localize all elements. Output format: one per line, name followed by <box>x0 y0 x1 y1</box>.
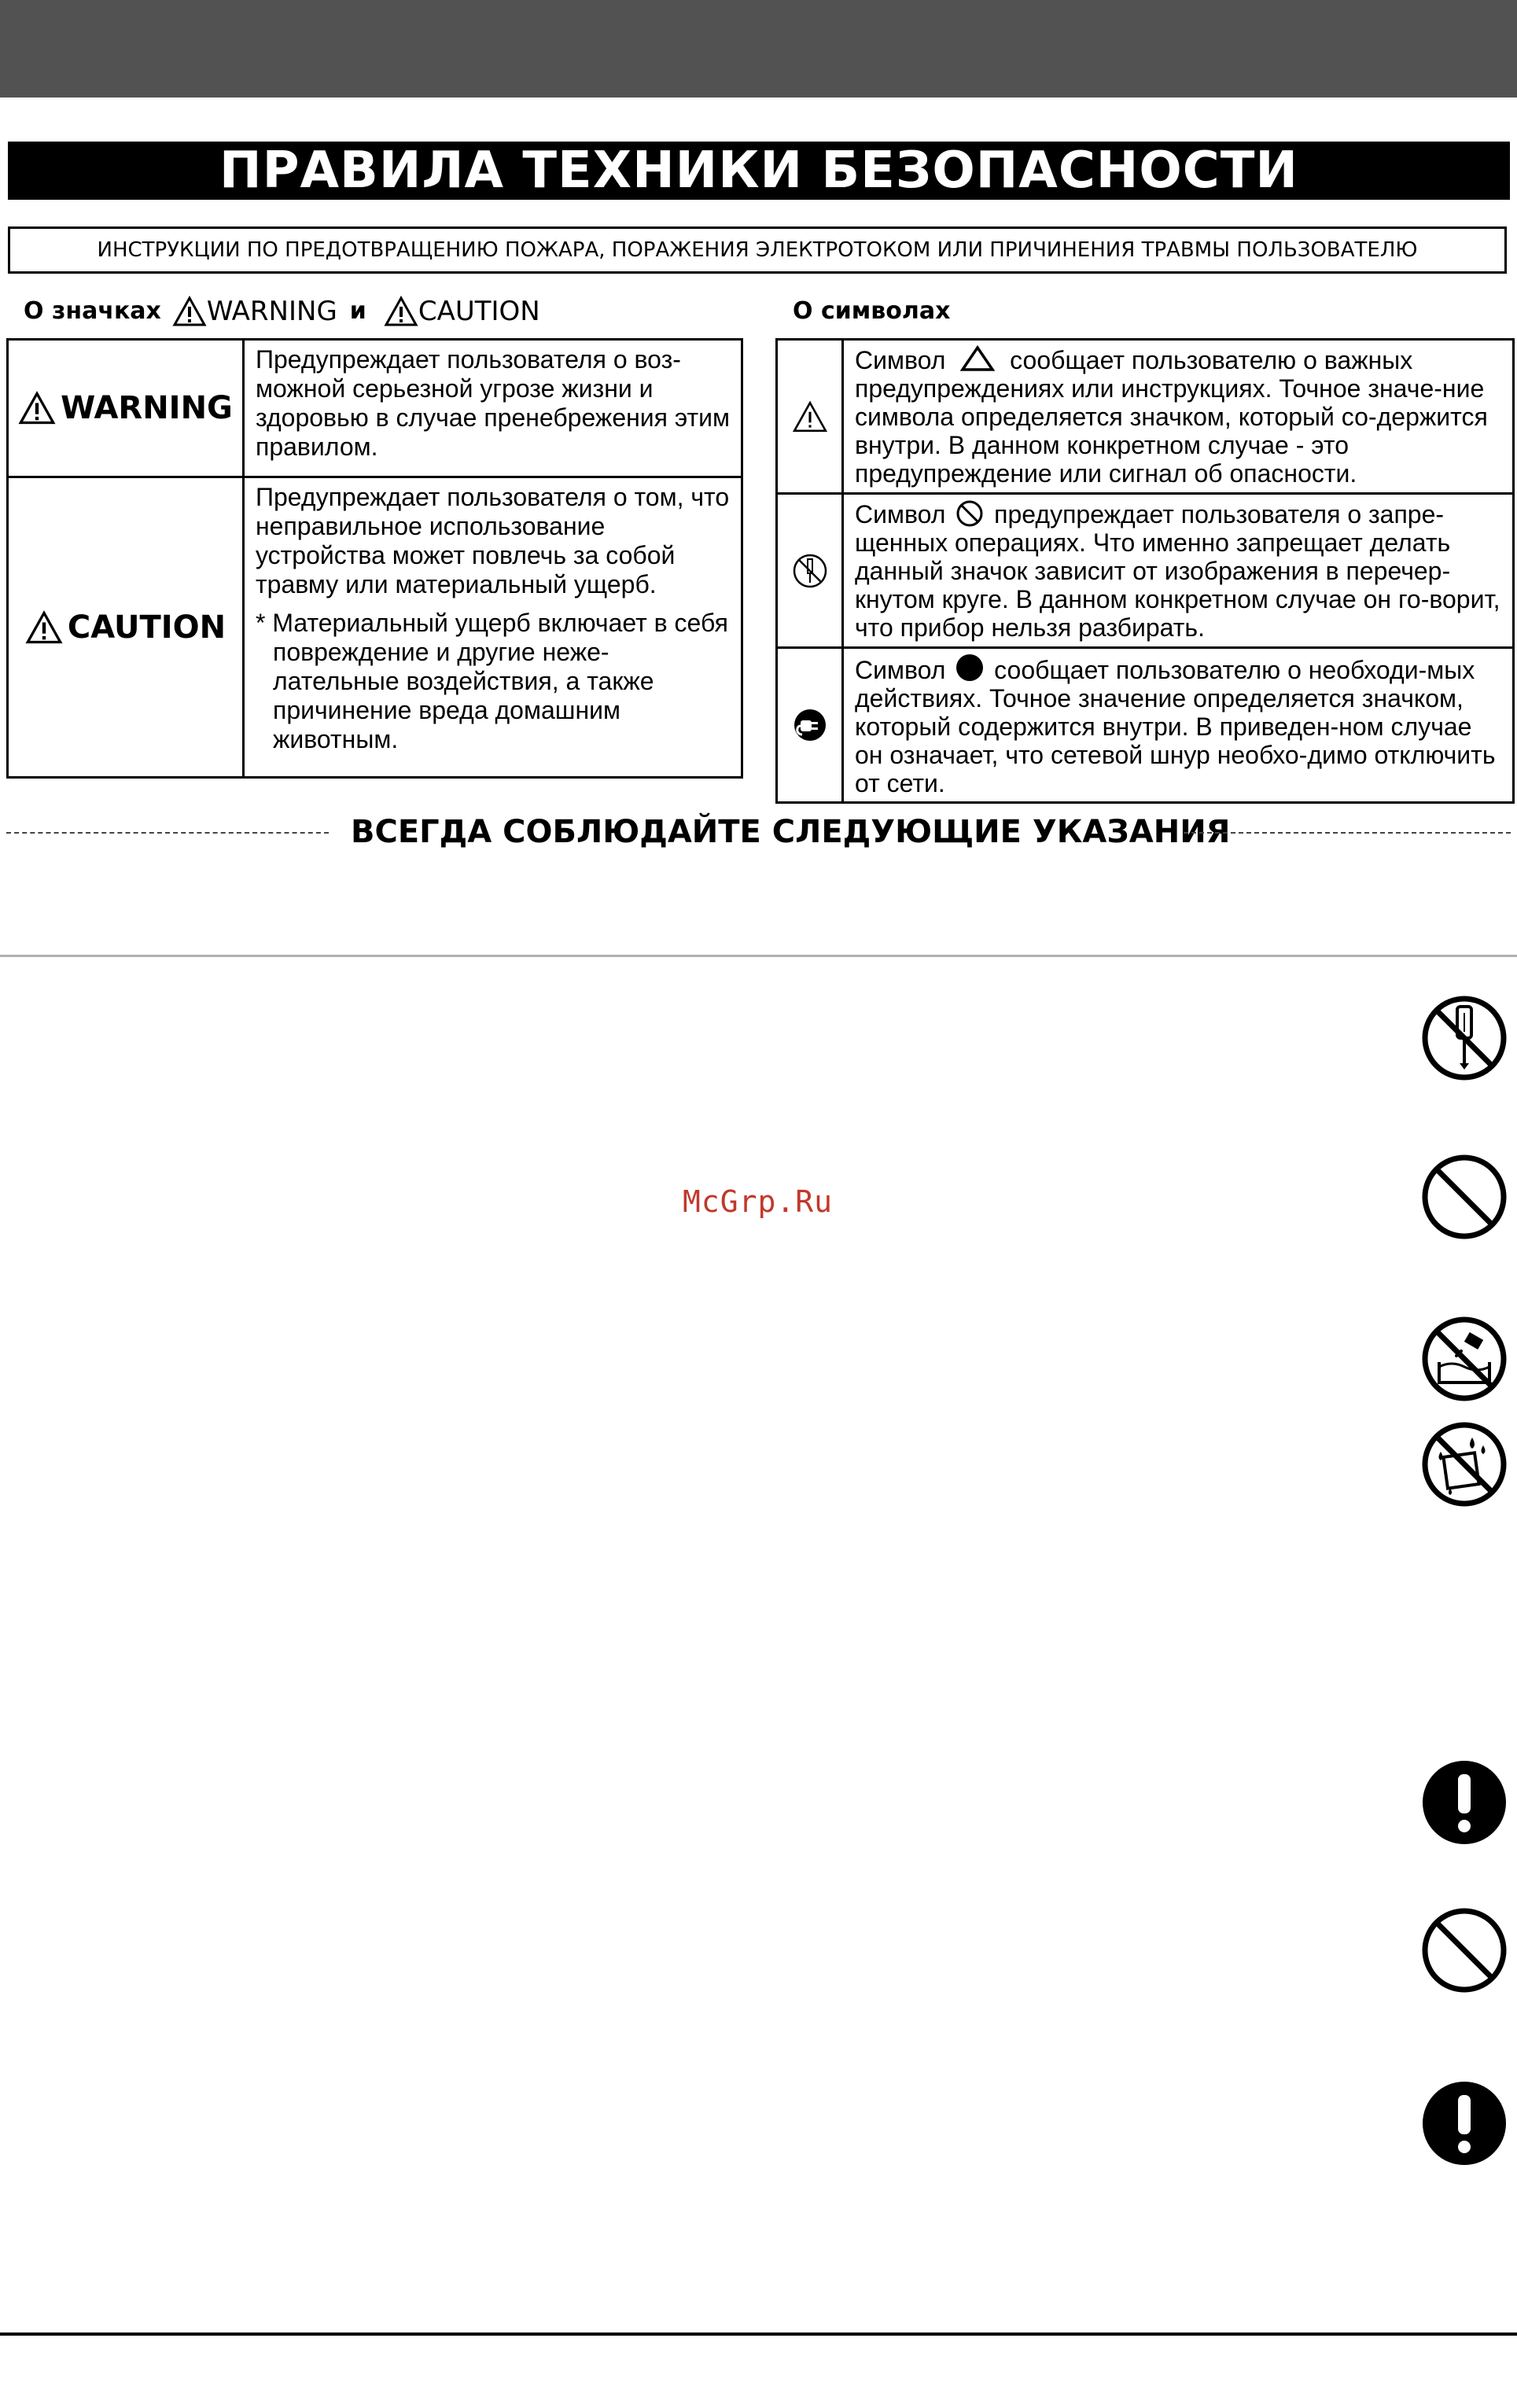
marks-heading <box>24 293 540 330</box>
watermark: McGrp.Ru <box>683 1184 834 1219</box>
no-disassemble-icon <box>1420 994 1508 1082</box>
section-rule-top <box>0 955 1517 957</box>
page-title: ПРАВИЛА ТЕХНИКИ БЕЗОПАСНОСТИ <box>8 142 1510 200</box>
triangle-symbol-row <box>778 341 1512 495</box>
mandatory-icon <box>1420 1758 1508 1847</box>
mandatory-symbol-cell <box>778 649 844 801</box>
always-follow-heading: ВСЕГДА СОБЛЮДАЙТЕ СЛЕДУЮЩИЕ УКАЗАНИЯ <box>351 814 1231 850</box>
warning-triangle-icon <box>18 391 56 425</box>
marks-table <box>6 338 743 779</box>
section-rule-bottom <box>0 2333 1517 2336</box>
prohibition-symbol-text: предупреждает пользователя о запре-щенных операциях. Что именно запрещает делать данный значок зависит от изображения в перечер-кнутом круге. В данном конкретном случае он го-ворит, что прибор нельзя разбирать. <box>855 500 1500 642</box>
caution-label <box>25 609 226 646</box>
warning-label <box>18 390 233 426</box>
marks-heading-caution: CAUTION <box>418 296 540 327</box>
caution-triangle-icon <box>25 610 63 645</box>
filled-circle-icon <box>955 654 984 682</box>
prohibited-icon <box>1420 1153 1508 1241</box>
prohibition-symbol-cell <box>778 495 844 646</box>
mandatory-symbol-prefix: Символ <box>855 656 946 684</box>
prohibition-symbol-prefix: Символ <box>855 500 946 528</box>
symbols-table <box>775 338 1515 804</box>
prohibition-symbol-description-cell <box>844 495 1512 646</box>
unplug-icon <box>793 708 827 742</box>
marks-heading-joiner: и <box>349 297 366 325</box>
triangle-symbol-text: сообщает пользователю о важных предупреждениях или инструкциях. Точное значе-ние символа определяется значком, который со-держится внутри. В данном конкретном случае - это предупреждение или сигнал об опасности. <box>855 346 1488 488</box>
dashed-line-right <box>1184 832 1511 834</box>
symbols-heading <box>793 293 950 330</box>
caution-row <box>9 478 741 776</box>
warning-triangle-icon <box>792 400 828 433</box>
triangle-symbol-cell <box>778 341 844 492</box>
mandatory-symbol-row <box>778 649 1512 801</box>
warning-label-cell <box>9 341 245 476</box>
caution-description-cell <box>245 478 741 776</box>
caution-description: Предупреждает пользователя о том, что неправильное использование устройства может повлечь за собой травму или материальный ущерб. <box>256 483 730 598</box>
mandatory-symbol-description-cell <box>844 649 1512 801</box>
mandatory-icon <box>1420 2079 1508 2167</box>
page-subtitle: ИНСТРУКЦИИ ПО ПРЕДОТВРАЩЕНИЮ ПОЖАРА, ПОРАЖЕНИЯ ЭЛЕКТРОТОКОМ ИЛИ ПРИЧИНЕНИЯ ТРАВМЫ ПОЛЬЗОВАТЕЛЮ <box>8 226 1507 274</box>
dashed-line-left <box>6 832 329 834</box>
triangle-symbol-description-cell <box>844 341 1512 492</box>
warning-description: Предупреждает пользователя о воз-можной серьезной угрозе жизни и здоровью в случае пренебрежения этим правилом. <box>256 345 731 461</box>
caution-note: * Материальный ущерб включает в себя повреждение и другие неже-лательные воздействия, а также причинение вреда домашним животным. <box>256 609 728 753</box>
caution-triangle-icon <box>384 296 418 327</box>
mandatory-symbol-text: сообщает пользователю о необходи-мых действиях. Точное значение определяется значком, который содержится внутри. В приведен-ном случае он означает, что сетевой шнур необхо-димо отключить от сети. <box>855 656 1496 797</box>
no-water-icon <box>1420 1315 1508 1403</box>
caution-label-text: CAUTION <box>67 609 226 646</box>
prohibited-icon <box>1420 1906 1508 1994</box>
warning-row <box>9 341 741 478</box>
caution-label-cell <box>9 478 245 776</box>
no-disassemble-icon <box>792 553 828 589</box>
outline-triangle-icon <box>960 345 995 372</box>
no-splash-icon <box>1420 1420 1508 1508</box>
warning-triangle-icon <box>172 296 207 327</box>
marks-heading-prefix: О значках <box>24 297 161 325</box>
prohibited-icon <box>955 499 984 528</box>
warning-label-text: WARNING <box>61 390 233 426</box>
prohibition-symbol-row <box>778 495 1512 649</box>
marks-heading-warning: WARNING <box>206 296 337 327</box>
triangle-symbol-prefix: Символ <box>855 346 946 374</box>
top-bar <box>0 0 1517 98</box>
symbols-heading-text: О символах <box>793 297 951 325</box>
